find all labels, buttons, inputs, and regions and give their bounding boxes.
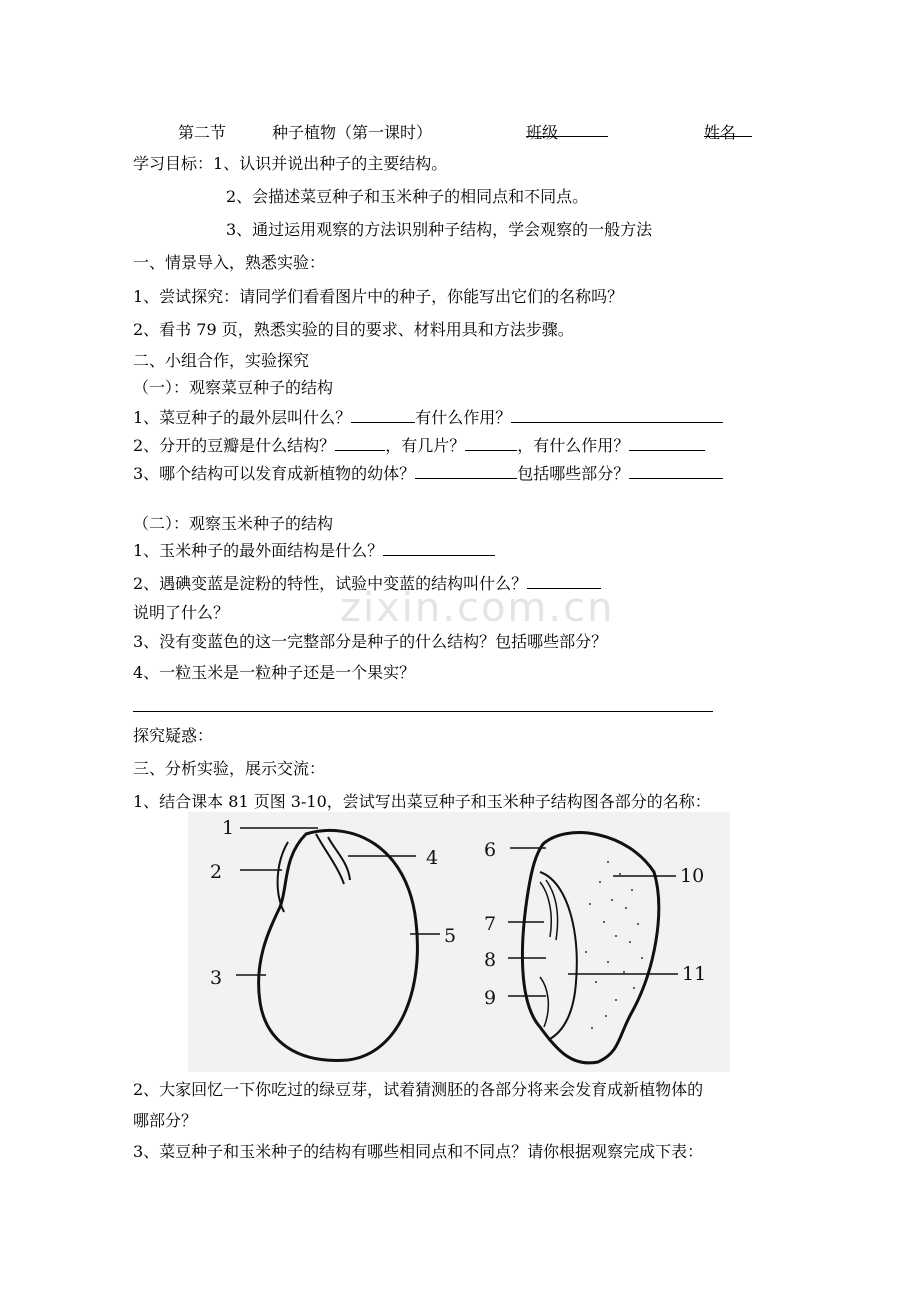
answer-blank[interactable]: [511, 406, 723, 423]
objective-item: 3、通过运用观察的方法识别种子结构，学会观察的一般方法: [226, 220, 653, 239]
answer-blank[interactable]: [351, 406, 415, 423]
question: [133, 462, 723, 485]
figure-label: 8: [484, 949, 497, 971]
question: [133, 539, 495, 562]
question: 2、大家回忆一下你吃过的绿豆芽，试着猜测胚的各部分将来会发育成新植物体的: [133, 1080, 704, 1099]
figure-label: 2: [210, 861, 223, 883]
figure-label: 5: [444, 925, 457, 947]
class-label: 班级: [526, 123, 559, 142]
answer-blank[interactable]: [335, 434, 385, 451]
question-text: 3、哪个结构可以发育成新植物的幼体？: [133, 464, 416, 483]
question: [133, 434, 705, 457]
endosperm-dots: [585, 861, 643, 1029]
section-heading: 三、分析实验，展示交流：: [133, 759, 326, 778]
question-text: 有什么作用？: [415, 408, 512, 427]
section-heading: 一、情景导入，熟悉实验：: [133, 253, 326, 272]
figure-label: 9: [484, 987, 497, 1009]
page-title: 种子植物（第一课时）: [272, 123, 433, 142]
corn-plumule: [540, 880, 558, 940]
question: [133, 572, 601, 595]
answer-blank[interactable]: [629, 434, 705, 451]
figure-label: 6: [484, 839, 497, 861]
answer-blank[interactable]: [629, 462, 723, 479]
figure-label: 4: [426, 847, 439, 869]
answer-line[interactable]: [133, 711, 713, 712]
corn-embryo-edge: [540, 872, 577, 1040]
question-text: ，有几片？: [385, 436, 466, 455]
question: [133, 406, 723, 429]
bean-plumule: [316, 834, 350, 884]
figure-label: 1: [222, 817, 235, 839]
objective-item: 2、会描述菜豆种子和玉米种子的相同点和不同点。: [226, 187, 589, 206]
answer-blank[interactable]: [527, 572, 601, 589]
question-text: 1、玉米种子的最外面结构是什么？: [133, 541, 384, 560]
answer-blank[interactable]: [415, 462, 517, 479]
question-text: 包括哪些部分？: [517, 464, 630, 483]
question-text: 1、菜豆种子的最外层叫什么？: [133, 408, 352, 427]
question-text: 2、遇碘变蓝是淀粉的特性，试验中变蓝的结构叫什么？: [133, 574, 528, 593]
objective-item: 1、认识并说出种子的主要结构。: [213, 154, 448, 173]
question: 1、结合课本 81 页图 3-10，尝试写出菜豆种子和玉米种子结构图各部分的名称：: [133, 792, 711, 811]
section-heading: 二、小组合作，实验探究: [133, 351, 310, 370]
seed-structure-figure: [188, 812, 730, 1072]
question: 3、没有变蓝色的这一完整部分是种子的什么结构？包括哪些部分？: [133, 632, 608, 651]
question: 1、尝试探究：请同学们看看图片中的种子，你能写出它们的名称吗？: [133, 287, 624, 306]
corn-radicle: [540, 977, 548, 1027]
objectives-line-1: [133, 153, 447, 175]
figure-label: 3: [210, 967, 223, 989]
question-text: ，有什么作用？: [517, 436, 630, 455]
bean-outline: [259, 830, 418, 1060]
question-text: 2、分开的豆瓣是什么结构？: [133, 436, 336, 455]
question-continued: 说明了什么？: [133, 603, 230, 622]
subsection-heading: （一）：观察菜豆种子的结构: [133, 378, 334, 397]
answer-blank[interactable]: [383, 539, 495, 556]
doubts-label: 探究疑惑：: [133, 726, 214, 745]
figure-label: 7: [484, 913, 497, 935]
question-continued: 哪部分？: [133, 1111, 198, 1130]
figure-label: 10: [680, 865, 705, 887]
corn-outline: [522, 833, 658, 1063]
watermark: zixin.com.cn: [340, 585, 615, 631]
seed-diagram: [188, 812, 730, 1072]
question: 4、一粒玉米是一粒种子还是一个果实？: [133, 663, 416, 682]
question: 3、菜豆种子和玉米种子的结构有哪些相同点和不同点？请你根据观察完成下表：: [133, 1142, 704, 1161]
subsection-heading: （二）：观察玉米种子的结构: [133, 514, 334, 533]
section-label: 第二节: [178, 123, 227, 142]
name-label: 姓名: [704, 123, 737, 142]
question: 2、看书 79 页，熟悉实验的目的要求、材料用具和方法步骤。: [133, 320, 574, 339]
figure-label: 11: [682, 963, 707, 985]
objectives-label: 学习目标：: [133, 154, 214, 173]
answer-blank[interactable]: [465, 434, 517, 451]
